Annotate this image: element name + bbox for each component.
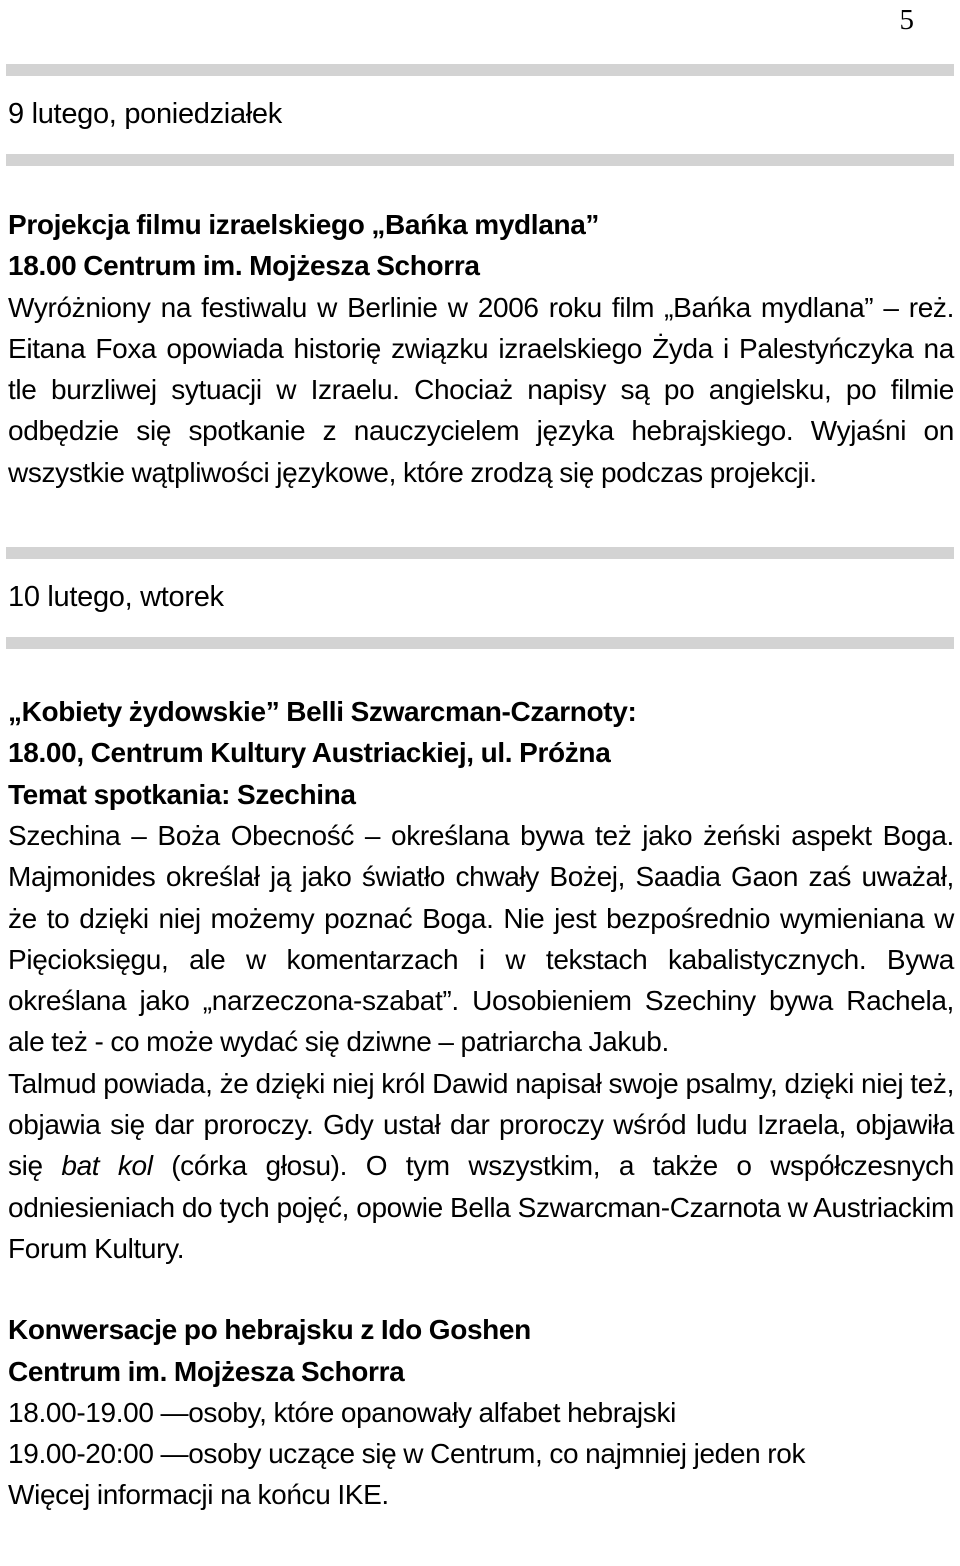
event-place: 18.00 Centrum im. Mojżesza Schorra	[8, 250, 480, 282]
event-place: 18.00, Centrum Kultury Austriackiej, ul. Próżna	[8, 737, 611, 769]
section-rule-top	[6, 64, 954, 76]
event-block	[8, 204, 954, 493]
description-text: (córka głosu). O tym wszystkim, a także o współczesnych odniesieniach do tych pojęć, opowie Bella Szwarcman-Czarnota w Austriackim Forum Kultury.	[8, 1150, 955, 1264]
event-title: Konwersacje po hebrajsku z Ido Goshen	[8, 1314, 531, 1346]
event-place: Centrum im. Mojżesza Schorra	[8, 1355, 405, 1387]
schedule-item: 19.00-20:00 —osoby uczące się w Centrum, co najmniej jeden rok	[8, 1438, 806, 1470]
day-heading: 10 lutego, wtorek	[8, 581, 224, 614]
document-body	[8, 64, 954, 1516]
event-description: Szechina – Boża Obecność – określana bywa też jako żeński aspekt Boga. Majmonides określał ją jako światło chwały Bożej, Saadia Gaon zaś uważał, że to dzięki niej możemy poznać Boga. Nie jest bezpośrednio wymieniana w Pięcioksięgu, ale w komentarzach i w tekstach kabalistycznych. Bywa określana jako „narzeczona-szabat”. Uosobieniem Szechiny bywa Rachela, ale też - co może wydać się dziwne – patriarcha Jakub.	[8, 819, 954, 1058]
section-rule-top	[6, 547, 954, 559]
event-topic: Temat spotkania: Szechina	[8, 778, 356, 810]
description-text: Talmud powiada, że dzięki niej król Dawid napisał swoje psalmy, dzięki niej też, objawia się dar proroczy. Gdy ustał dar proroczy wśród ludu Izraela, objawiła się	[8, 1067, 954, 1182]
event-note: Więcej informacji na końcu IKE.	[8, 1479, 389, 1511]
description-italic-term: bat kol	[61, 1150, 153, 1182]
event-block	[8, 691, 954, 1269]
section-rule-bottom	[6, 154, 954, 166]
event-title: Projekcja filmu izraelskiego „Bańka mydlana”	[8, 209, 600, 240]
event-title: „Kobiety żydowskie” Belli Szwarcman-Czarnoty:	[8, 696, 637, 728]
section-rule-bottom	[6, 637, 954, 649]
event-description: Wyróżniony na festiwalu w Berlinie w 2006 roku film „Bańka mydlana” – reż. Eitana Foxa opowiada historię związku izraelskiego Żyda i Palestyńczyka na tle burzliwej sytuacji w Izraelu. Chociaż napisy są po angielsku, po filmie odbędzie się spotkanie z nauczycielem języka hebrajskiego. Wyjaśni on wszystkie wątpliwości językowe, które zrodzą się podczas projekcji.	[8, 291, 954, 488]
schedule-item: 18.00-19.00 —osoby, które opanowały alfabet hebrajski	[8, 1396, 676, 1428]
event-block	[8, 1309, 954, 1515]
page-number: 5	[899, 4, 914, 36]
event-description-continued	[8, 1063, 954, 1269]
day-heading: 9 lutego, poniedziałek	[8, 98, 282, 130]
